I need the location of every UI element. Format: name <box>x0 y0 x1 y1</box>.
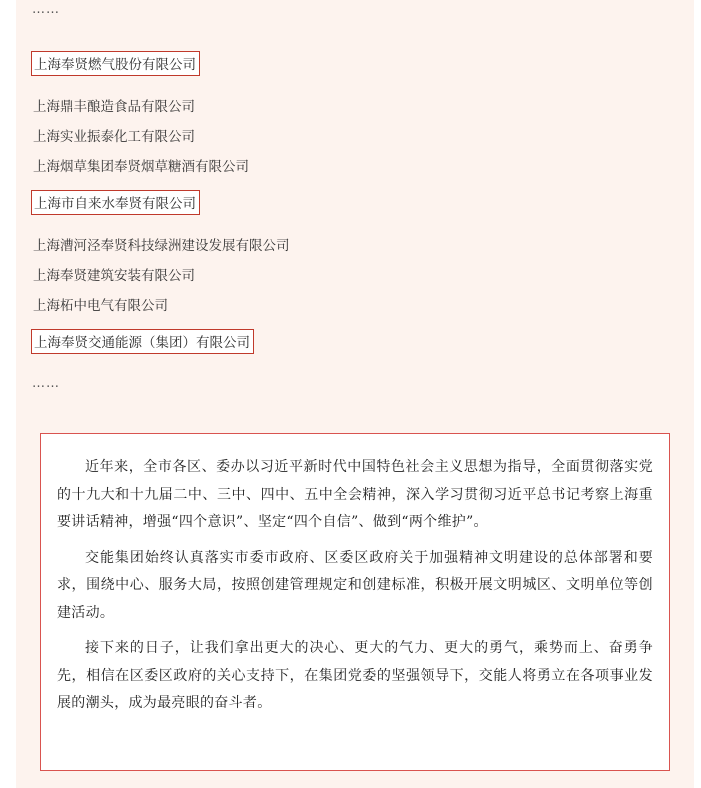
company-item: 上海鼎丰酿造食品有限公司 <box>33 99 195 115</box>
bottom-ellipsis: …… <box>32 376 60 391</box>
top-ellipsis: …… <box>32 2 60 17</box>
statement-paragraph: 交能集团始终认真落实市委市政府、区委区政府关于加强精神文明建设的总体部署和要求，围绕中心、服务大局，按照创建管理规定和创建标准，积极开展文明城区、文明单位等创建活动。 <box>57 549 653 621</box>
company-item-boxed: 上海奉贤交通能源（集团）有限公司 <box>31 329 254 354</box>
statement-paragraph: 近年来，全市各区、委办以习近平新时代中国特色社会主义思想为指导，全面贯彻落实党的十九大和十九届二中、三中、四中、五中全会精神，深入学习贯彻习近平总书记考察上海重要讲话精神，增强“四个意识”、坚定“四个自信”、做到“两个维护”。 <box>57 459 653 530</box>
statement-paragraph: 接下来的日子，让我们拿出更大的决心、更大的气力、更大的勇气，乘势而上、奋勇争先，相信在区委区政府的关心支持下，在集团党委的坚强领导下，交能人将勇立在各项事业发展的潮头，成为最亮眼的奋斗者。 <box>57 640 653 711</box>
company-item: 上海柘中电气有限公司 <box>33 298 168 314</box>
company-item: 上海实业振泰化工有限公司 <box>33 129 195 145</box>
company-item: 上海奉贤建筑安装有限公司 <box>33 268 195 284</box>
statement-box <box>40 433 670 771</box>
company-item-boxed: 上海奉贤燃气股份有限公司 <box>31 51 200 76</box>
company-item: 上海烟草集团奉贤烟草糖酒有限公司 <box>33 159 249 175</box>
company-item: 上海漕河泾奉贤科技绿洲建设发展有限公司 <box>33 238 290 254</box>
company-item-boxed: 上海市自来水奉贤有限公司 <box>31 190 200 215</box>
